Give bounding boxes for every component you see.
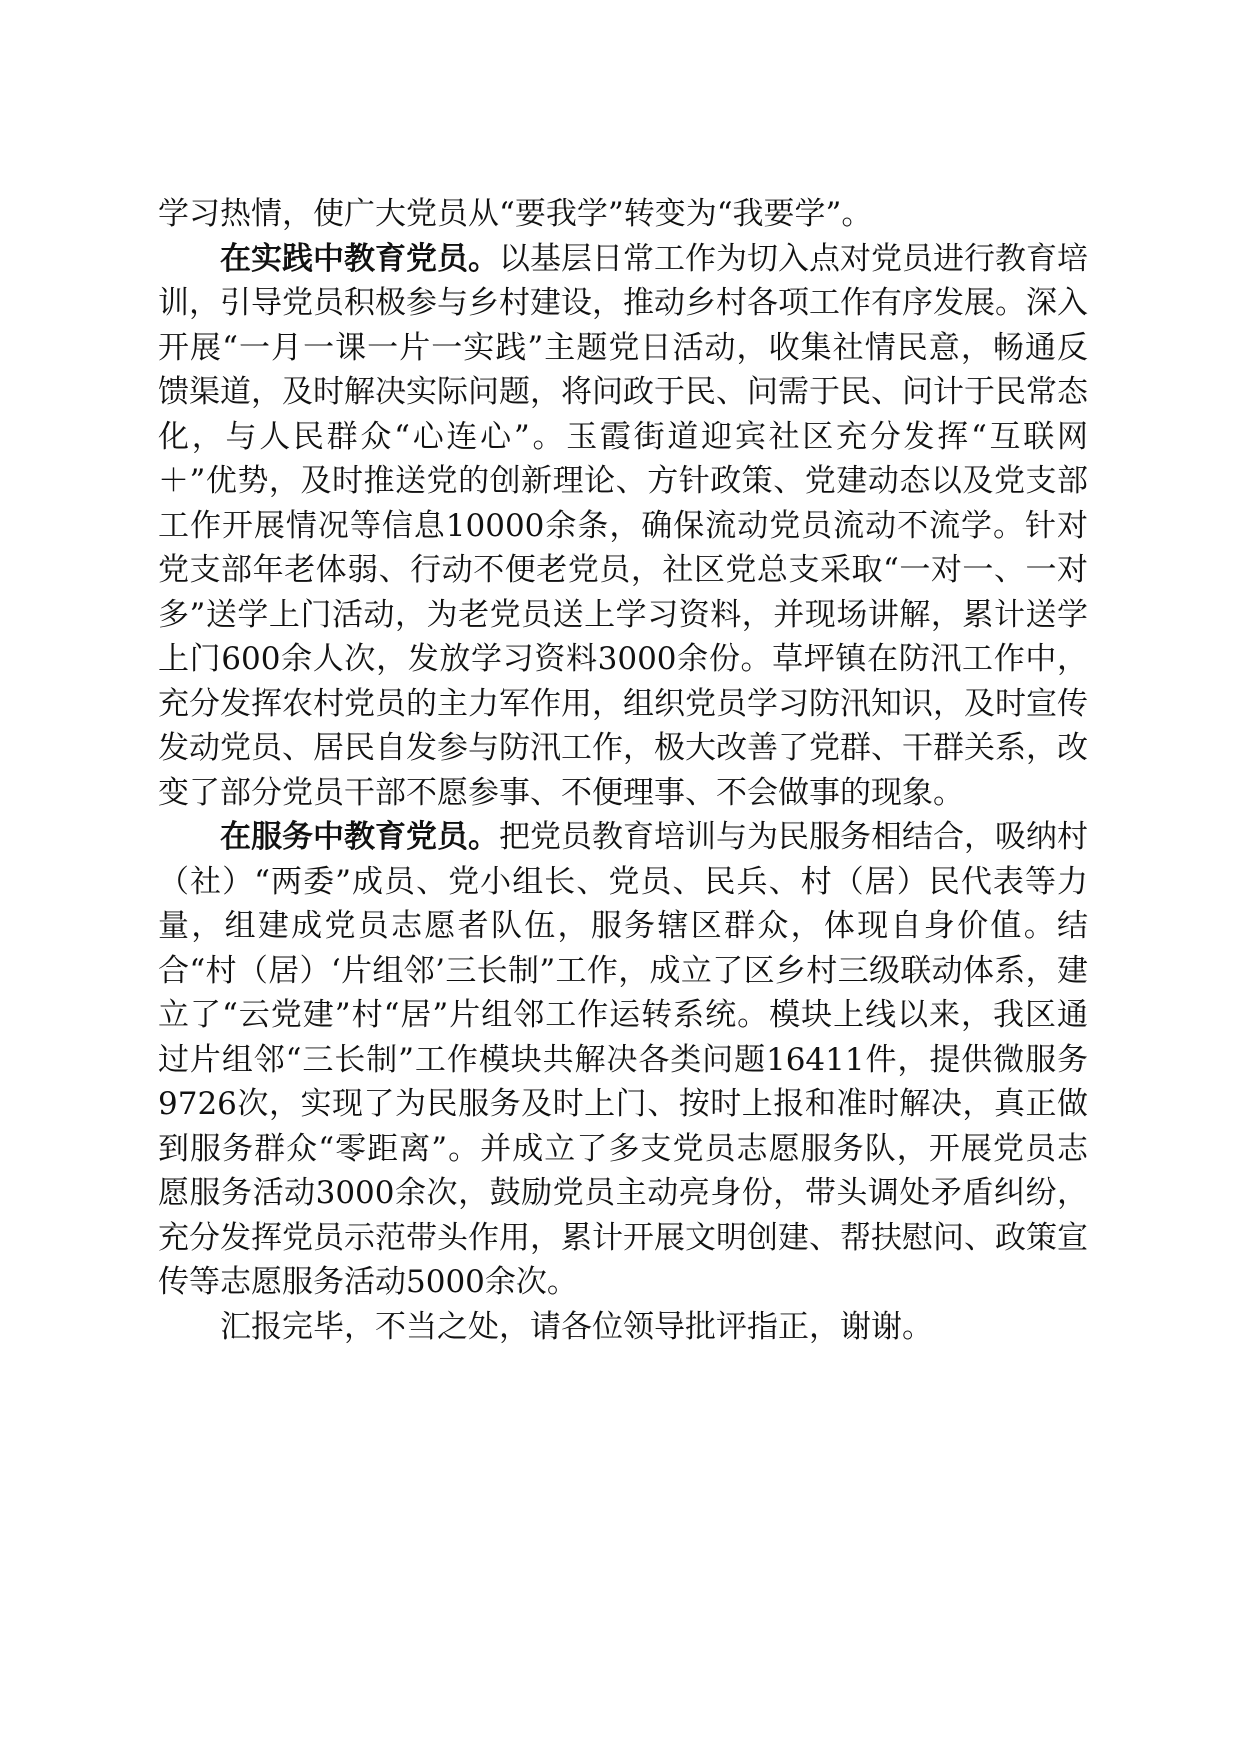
paragraph-text: 把党员教育培训与为民服务相结合，吸纳村（社）“两委”成员、党小组长、党员、民兵、村（居）民代表等力量，组建成党员志愿者队伍，服务辖区群众，体现自身价值。结合“村（居）‘片组邻’三长制”工作，成立了区乡村三级联动体系，建立了“云党建”村“居”片组邻工作运转系统。模块上线以来，我区通过片组邻“三长制”工作模块共解决各类问题16411件，提供微服务9726次，实现了为民服务及时上门、按时上报和准时解决，真正做到服务群众“零距离”。并成立了多支党员志愿服务队，开展党员志愿服务活动3000余次，鼓励党员主动亮身份，带头调处矛盾纠纷，充分发挥党员示范带头作用，累计开展文明创建、帮扶慰问、政策宣传等志愿服务活动5000余次。 — [158, 819, 1088, 1300]
paragraph-text: 以基层日常工作为切入点对党员进行教育培训，引导党员积极参与乡村建设，推动乡村各项工作有序发展。深入开展“一月一课一片一实践”主题党日活动，收集社情民意，畅通反馈渠道，及时解决实际问题，将问政于民、问需于民、问计于民常态化，与人民群众“心连心”。玉霞街道迎宾社区充分发挥“互联网＋”优势，及时推送党的创新理论、方针政策、党建动态以及党支部工作开展情况等信息10000余条，确保流动党员流动不流学。针对党支部年老体弱、行动不便老党员，社区党总支采取“一对一、一对多”送学上门活动，为老党员送上学习资料，并现场讲解，累计送学上门600余人次，发放学习资料3000余份。草坪镇在防汛工作中，充分发挥农村党员的主力军作用，组织党员学习防汛知识，及时宣传发动党员、居民自发参与防汛工作，极大改善了党群、干群关系，改变了部分党员干部不愿参事、不便理事、不会做事的现象。 — [158, 240, 1088, 811]
paragraph-closing — [158, 1305, 1088, 1350]
paragraph-heading: 在服务中教育党员。 — [220, 819, 499, 855]
paragraph-text: 学习热情，使广大党员从“要我学”转变为“我要学”。 — [158, 196, 873, 232]
paragraph-practice-education — [158, 237, 1088, 816]
paragraph-text: 汇报完毕，不当之处，请各位领导批评指正，谢谢。 — [220, 1308, 933, 1345]
paragraph-service-education — [158, 815, 1088, 1305]
paragraph-continuation — [158, 192, 1088, 237]
paragraph-heading: 在实践中教育党员。 — [220, 240, 499, 277]
document-body — [158, 192, 1088, 1349]
